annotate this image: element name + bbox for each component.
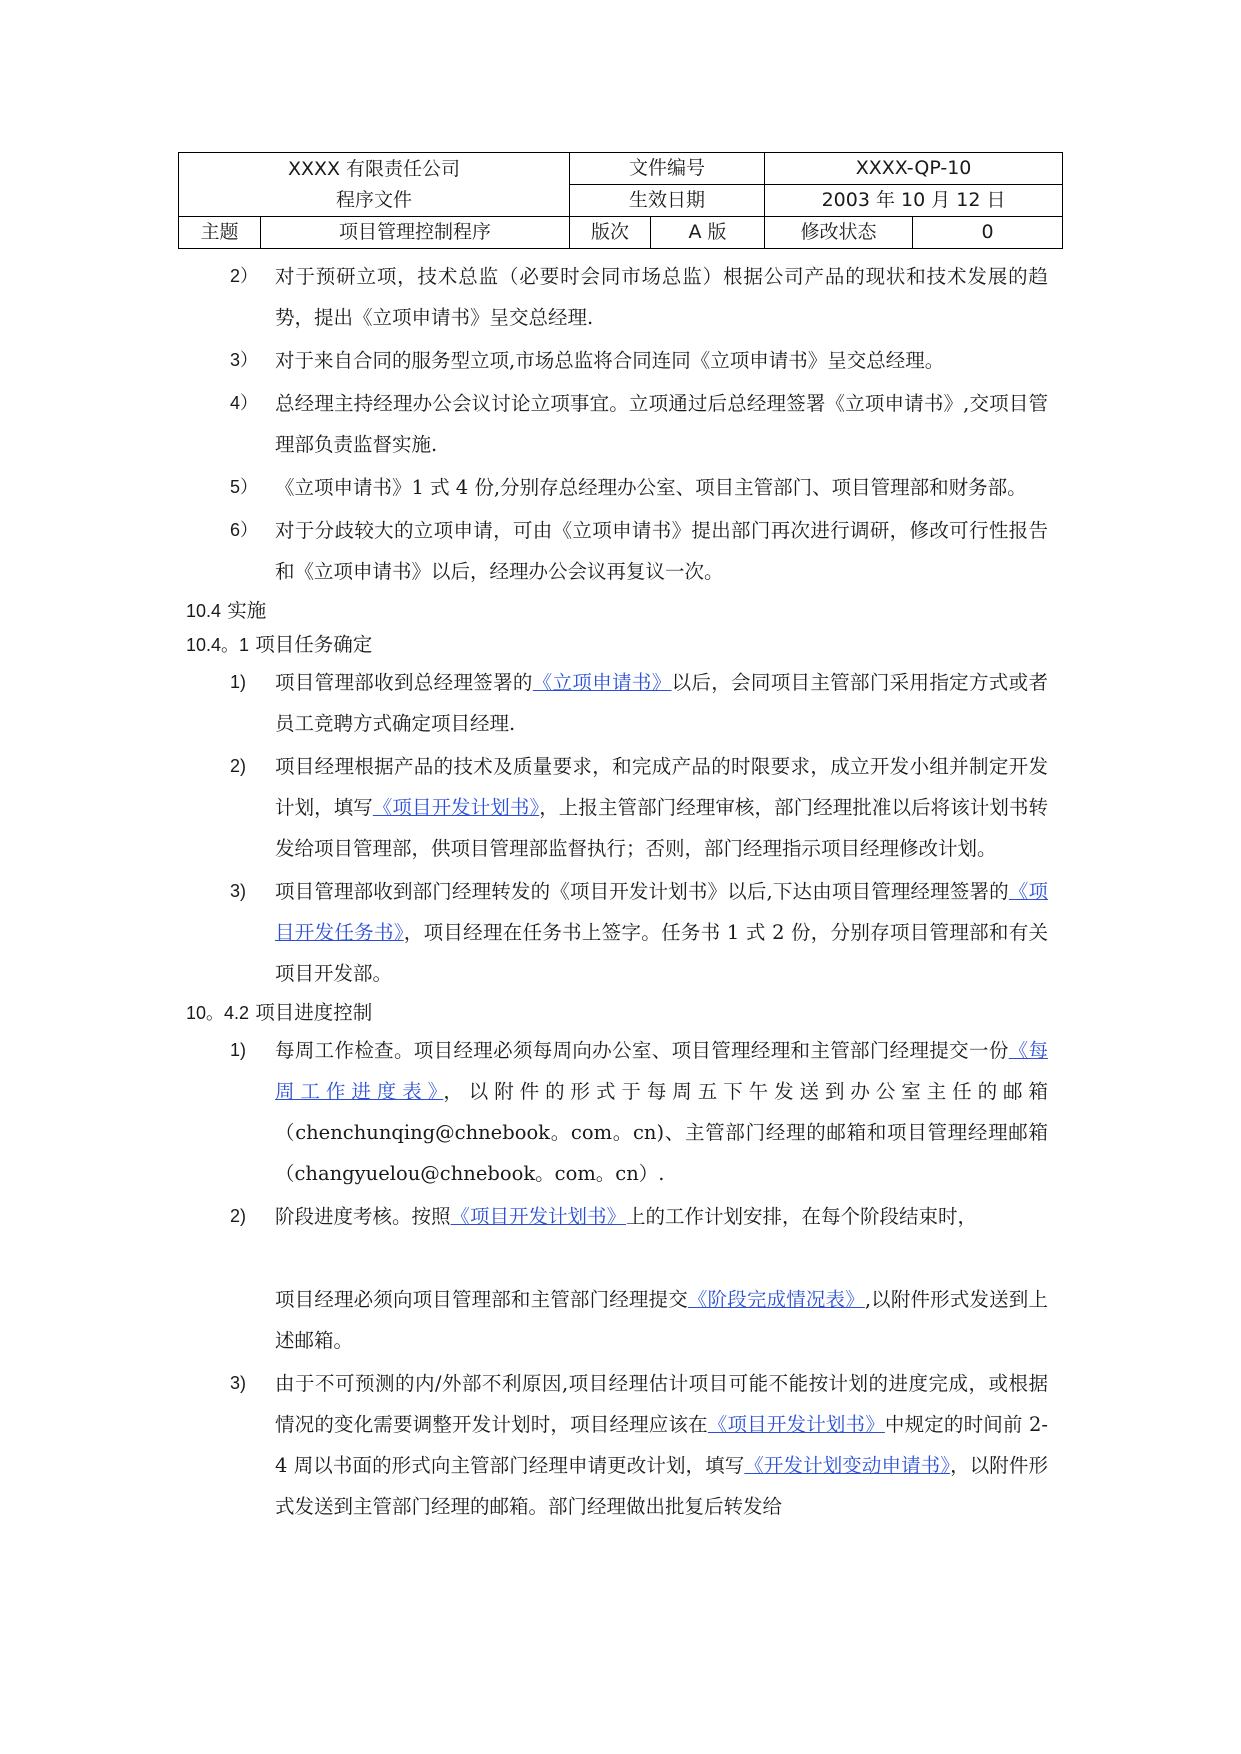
- document-body: [186, 256, 1048, 1529]
- item-number: 3）: [230, 350, 259, 370]
- subject: 项目管理控制程序: [261, 217, 570, 249]
- item-number: 6）: [230, 520, 259, 540]
- list-item: [186, 510, 1048, 592]
- item-text: 《立项申请书》1 式 4 份,分别存总经理办公室、项目主管部门、项目管理部和财务部。: [275, 476, 1027, 499]
- item-text: 总经理主持经理办公会议讨论立项事宜。立项通过后总经理签署《立项申请书》,交项目管理部负责监督实施.: [275, 392, 1048, 456]
- subsection-heading: [186, 996, 1048, 1030]
- item-text: 项目管理部收到部门经理转发的《项目开发计划书》以后,下达由项目管理经理签署的: [275, 880, 1009, 903]
- item-text: 由于不可预测的内/外部不利原因,项目经理估计项目可能不能按计划的进度完成，或根据情况的变化需要调整开发计划时，项目经理应该在: [275, 1372, 1048, 1436]
- list-item: [186, 662, 1048, 744]
- version-label: 版次: [570, 217, 651, 249]
- subsection-title: 项目进度控制: [255, 1001, 373, 1024]
- list-item: [186, 746, 1048, 869]
- item-text: 项目经理必须向项目管理部和主管部门经理提交: [275, 1288, 688, 1311]
- section-heading: [186, 594, 1048, 628]
- item-number: 2）: [230, 266, 259, 286]
- item-text: 上的工作计划安排，在每个阶段结束时，: [626, 1205, 978, 1228]
- file-no-label: 文件编号: [570, 153, 765, 185]
- item-number: 1): [230, 672, 247, 692]
- list-item: [186, 383, 1048, 465]
- section-title: 实施: [227, 599, 267, 622]
- company-cell: [179, 153, 570, 217]
- subsection-number: 10。4.2: [186, 1003, 250, 1023]
- effective-date-label: 生效日期: [570, 185, 765, 217]
- form-link[interactable]: 《立项申请书》: [532, 671, 672, 694]
- list-item: [186, 871, 1048, 994]
- list-item: [186, 256, 1048, 338]
- item-text: 对于分歧较大的立项申请，可由《立项申请书》提出部门再次进行调研，修改可行性报告和《立项申请书》以后，经理办公会议再复议一次。: [275, 519, 1048, 583]
- item-text: 每周工作检查。项目经理必须每周向办公室、项目管理经理和主管部门经理提交一份: [275, 1039, 1009, 1062]
- list-item: [186, 1196, 1048, 1237]
- item-text: 对于预研立项，技术总监（必要时会同市场总监）根据公司产品的现状和技术发展的趋势，提出《立项申请书》呈交总经理.: [275, 265, 1048, 329]
- form-link[interactable]: 《开发计划变动申请书》: [744, 1454, 951, 1477]
- subsection-number: 10.4。1: [186, 635, 250, 655]
- form-link[interactable]: 《阶段完成情况表》: [687, 1288, 865, 1311]
- item-text: 阶段进度考核。按照: [275, 1205, 451, 1228]
- form-link[interactable]: 《项目开发计划书》: [707, 1413, 885, 1436]
- spacer: [186, 1237, 1048, 1279]
- revision: 0: [913, 217, 1063, 249]
- item-text: ，以附件的形式于每周五下午发送到办公室主任的邮箱（chenchunqing@chnebook。com。cn)、主管部门经理的邮箱和项目管理经理邮箱（changyuelou@chnebook。com。cn）.: [275, 1080, 1048, 1185]
- item-text: 以后，会同项目主管部门采用指定方式或者员工竞聘方式确定项目经理.: [275, 671, 1048, 735]
- form-link[interactable]: 《项目开发计划书》: [450, 1205, 627, 1228]
- list-item: [186, 340, 1048, 381]
- document-header-table: [178, 152, 1063, 249]
- item-text: 项目经理根据产品的技术及质量要求，和完成产品的时限要求，成立开发小组并制定开发计划，填写: [275, 755, 1048, 819]
- item-number: 1): [230, 1040, 247, 1060]
- subsection-title: 项目任务确定: [255, 633, 373, 656]
- item-number: 5）: [230, 477, 259, 497]
- company-name: XXXX 有限责任公司: [287, 157, 461, 180]
- revision-label: 修改状态: [765, 217, 913, 249]
- item-number: 2): [230, 1206, 247, 1226]
- list-item: [186, 1030, 1048, 1194]
- list-item: [186, 1363, 1048, 1527]
- form-link[interactable]: 《每周工作进度表》: [275, 1039, 1048, 1103]
- file-no: XXXX-QP-10: [765, 153, 1063, 185]
- item-number: 2): [230, 756, 247, 776]
- subject-label: 主题: [179, 217, 261, 249]
- list-item-continuation: [186, 1279, 1048, 1361]
- item-number: 3): [230, 1373, 247, 1393]
- item-text: ，上报主管部门经理审核，部门经理批准以后将该计划书转发给项目管理部，供项目管理部监督执行；否则，部门经理指示项目经理修改计划。: [275, 796, 1048, 860]
- subsection-heading: [186, 628, 1048, 662]
- item-number: 4）: [230, 393, 259, 413]
- item-text: ，以附件形式发送到主管部门经理的邮箱。部门经理做出批复后转发给: [275, 1454, 1048, 1518]
- list-item: [186, 467, 1048, 508]
- item-text: 中规定的时间前 2-4 周以书面的形式向主管部门经理申请更改计划，填写: [275, 1413, 1048, 1477]
- item-number: 3): [230, 881, 247, 901]
- doc-type: 程序文件: [336, 188, 413, 211]
- item-text: ，项目经理在任务书上签字。任务书 1 式 2 份，分别存项目管理部和有关项目开发部。: [275, 921, 1048, 985]
- section-number: 10.4: [186, 601, 222, 621]
- item-text: 对于来自合同的服务型立项,市场总监将合同连同《立项申请书》呈交总经理。: [275, 349, 945, 372]
- item-text: 项目管理部收到总经理签署的: [275, 671, 533, 694]
- form-link[interactable]: 《项目开发任务书》: [275, 880, 1048, 944]
- form-link[interactable]: 《项目开发计划书》: [372, 796, 540, 819]
- version: A 版: [651, 217, 765, 249]
- item-text: ,以附件形式发送到上述邮箱。: [275, 1288, 1048, 1352]
- effective-date: 2003 年 10 月 12 日: [765, 185, 1063, 217]
